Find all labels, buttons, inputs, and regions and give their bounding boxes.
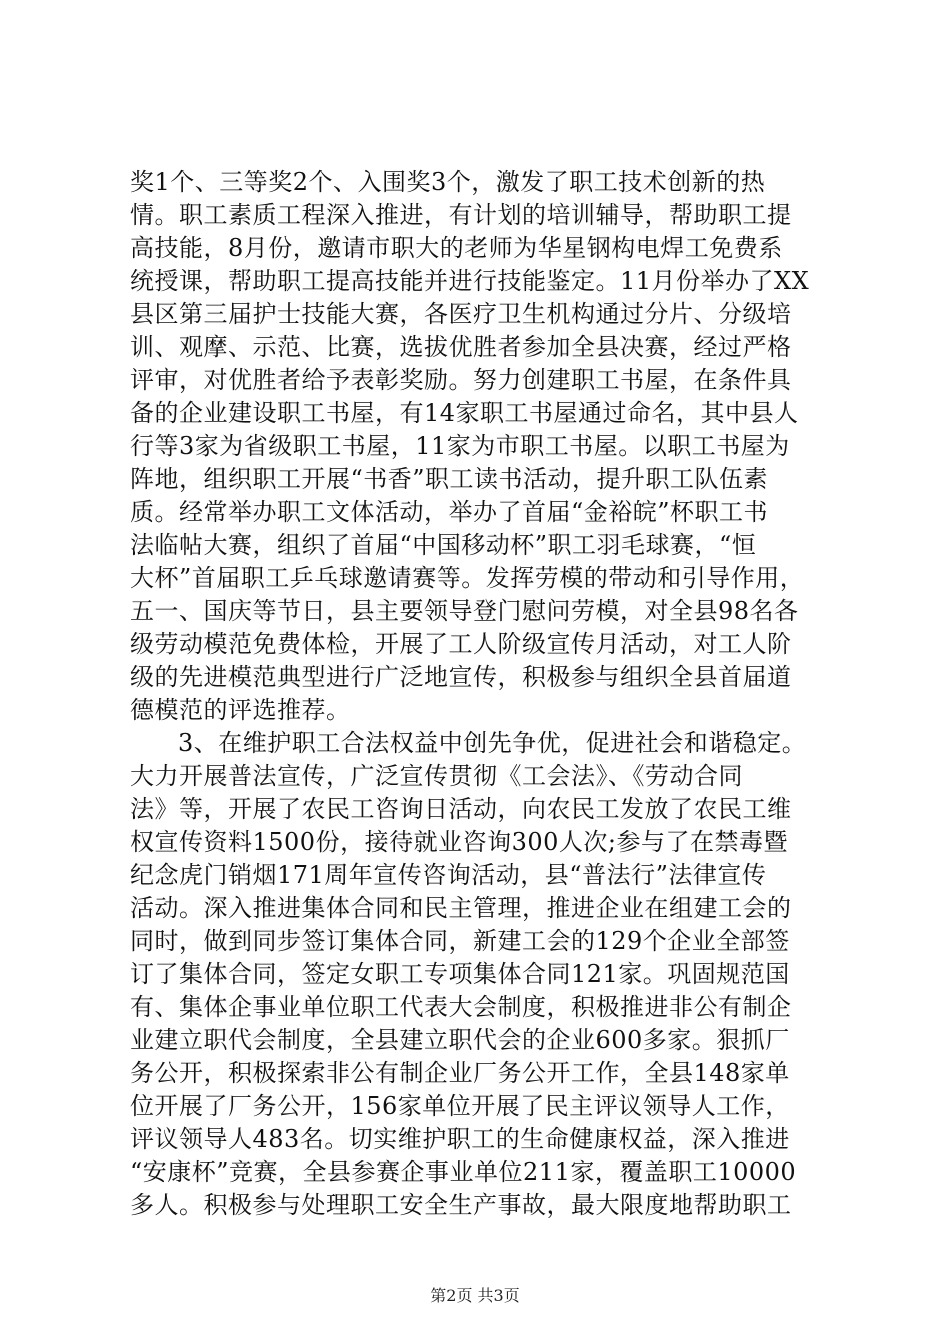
text-line: 级的先进模范典型进行广泛地宣传，积极参与组织全县首届道 — [130, 663, 792, 691]
page-number-footer: 第2页 共3页 — [430, 1286, 520, 1305]
text-line: 备的企业建设职工书屋，有14家职工书屋通过命名，其中县人 — [130, 399, 799, 427]
text-line: 训、观摩、示范、比赛，选拔优胜者参加全县决赛，经过严格 — [130, 333, 792, 361]
text-line: 务公开，积极探索非公有制企业厂务公开工作，全县148家单 — [130, 1059, 790, 1087]
section-heading-line: 3、在维护职工合法权益中创先争优，促进社会和谐稳定。 — [178, 729, 807, 757]
text-line: 奖1个、三等奖2个、入围奖3个，激发了职工技术创新的热 — [130, 168, 766, 196]
text-line: 法》等，开展了农民工咨询日活动，向农民工发放了农民工维 — [130, 795, 792, 823]
text-line: 业建立职代会制度，全县建立职代会的企业600多家。狠抓厂 — [130, 1026, 790, 1054]
text-line: 县区第三届护士技能大赛，各医疗卫生机构通过分片、分级培 — [130, 300, 792, 328]
text-line: 统授课，帮助职工提高技能并进行技能鉴定。11月份举办了XX — [130, 267, 810, 295]
text-line: 纪念虎门销烟171周年宣传咨询活动，县“普法行”法律宣传 — [130, 861, 767, 889]
text-line: 质。经常举办职工文体活动，举办了首届“金裕皖”杯职工书 — [130, 498, 769, 526]
text-line: 阵地，组织职工开展“书香”职工读书活动，提升职工队伍素 — [130, 465, 769, 493]
text-line: 有、集体企事业单位职工代表大会制度，积极推进非公有制企 — [130, 993, 792, 1021]
text-line: 评审，对优胜者给予表彰奖励。努力创建职工书屋，在条件具 — [130, 366, 792, 394]
text-line: 情。职工素质工程深入推进，有计划的培训辅导，帮助职工提 — [130, 201, 792, 229]
text-line: 法临帖大赛，组织了首届“中国移动杯”职工羽毛球赛，“恒 — [130, 531, 757, 559]
text-line: 评议领导人483名。切实维护职工的生命健康权益，深入推进 — [130, 1125, 790, 1153]
text-line: 德模范的评选推荐。 — [130, 696, 351, 724]
text-line: 订了集体合同，签定女职工专项集体合同121家。巩固规范国 — [130, 960, 790, 988]
text-line: 位开展了厂务公开，156家单位开展了民主评议领导人工作， — [130, 1092, 790, 1120]
text-line: “安康杯”竞赛，全县参赛企事业单位211家，覆盖职工10000 — [130, 1158, 797, 1186]
text-line: 多人。积极参与处理职工安全生产事故，最大限度地帮助职工 — [130, 1191, 792, 1219]
text-line: 大力开展普法宣传，广泛宣传贯彻《工会法》、《劳动合同 — [130, 762, 743, 790]
text-line: 级劳动模范免费体检，开展了工人阶级宣传月活动，对工人阶 — [130, 630, 792, 658]
text-line: 活动。深入推进集体合同和民主管理，推进企业在组建工会的 — [130, 894, 792, 922]
text-line: 权宣传资料1500份，接待就业咨询300人次;参与了在禁毒暨 — [130, 828, 788, 856]
text-line: 五一、国庆等节日，县主要领导登门慰问劳模，对全县98名各 — [130, 597, 799, 625]
text-line: 同时，做到同步签订集体合同，新建工会的129个企业全部签 — [130, 927, 790, 955]
text-line: 高技能，8月份，邀请市职大的老师为华星钢构电焊工免费系 — [130, 234, 783, 262]
document-body — [130, 166, 830, 1222]
text-line: 大杯”首届职工乒乓球邀请赛等。发挥劳模的带动和引导作用， — [130, 564, 805, 592]
text-line: 行等3家为省级职工书屋，11家为市职工书屋。以职工书屋为 — [130, 432, 790, 460]
